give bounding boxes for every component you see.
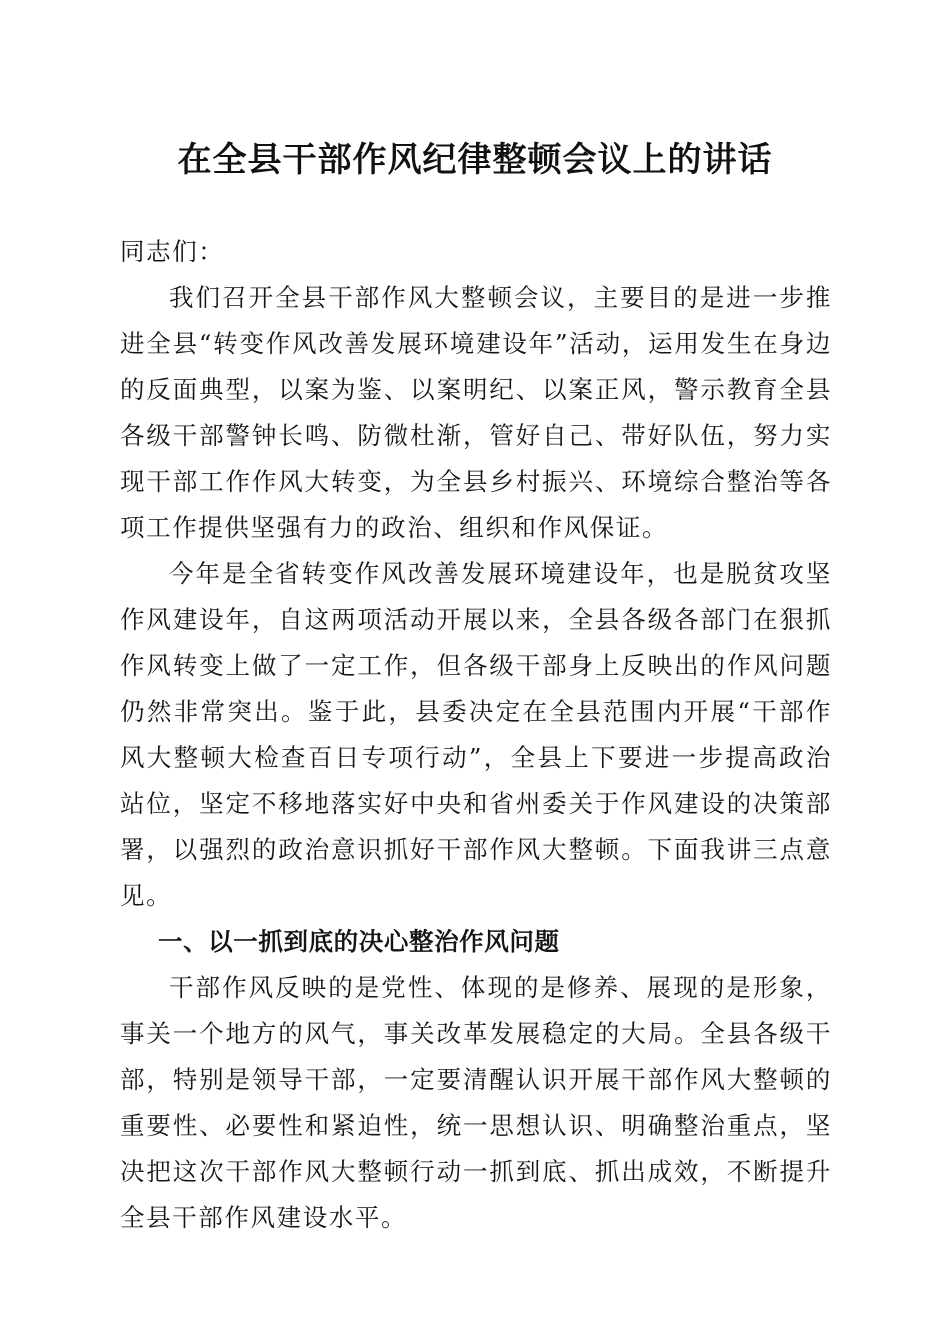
paragraph-3: 干部作风反映的是党性、体现的是修养、展现的是形象，事关一个地方的风气，事关改革发展稳定的大局。全县各级干部，特别是领导干部，一定要清醒认识开展干部作风大整顿的重要性、必要性和紧迫性，统一思想认识、明确整治重点，坚决把这次干部作风大整顿行动一抓到底、抓出成效，不断提升全县干部作风建设水平。 (120, 973, 832, 1232)
document-title: 在全县干部作风纪律整顿会议上的讲话 (177, 140, 773, 180)
paragraph-2: 今年是全省转变作风改善发展环境建设年，也是脱贫攻坚作风建设年，自这两项活动开展以来，全县各级各部门在狠抓作风转变上做了一定工作，但各级干部身上反映出的作风问题仍然非常突出。鉴于此，县委决定在全县范围内开展“干部作风大整顿大检查百日专项行动”，全县上下要进一步提高政治站位，坚定不移地落实好中央和省州委关于作风建设的决策部署，以强烈的政治意识抓好干部作风大整顿。下面我讲三点意见。 (120, 559, 832, 910)
document-body (120, 229, 832, 1241)
section-heading-1: 一、以一抓到底的决心整治作风问题 (157, 927, 560, 956)
paragraph-1: 我们召开全县干部作风大整顿会议，主要目的是进一步推进全县“转变作风改善发展环境建设年”活动，运用发生在身边的反面典型，以案为鉴、以案明纪、以案正风，警示教育全县各级干部警钟长鸣、防微杜渐，管好自己、带好队伍，努力实现干部工作作风大转变，为全县乡村振兴、环境综合整治等各项工作提供坚强有力的政治、组织和作风保证。 (120, 283, 832, 542)
salutation: 同志们： (120, 237, 225, 266)
